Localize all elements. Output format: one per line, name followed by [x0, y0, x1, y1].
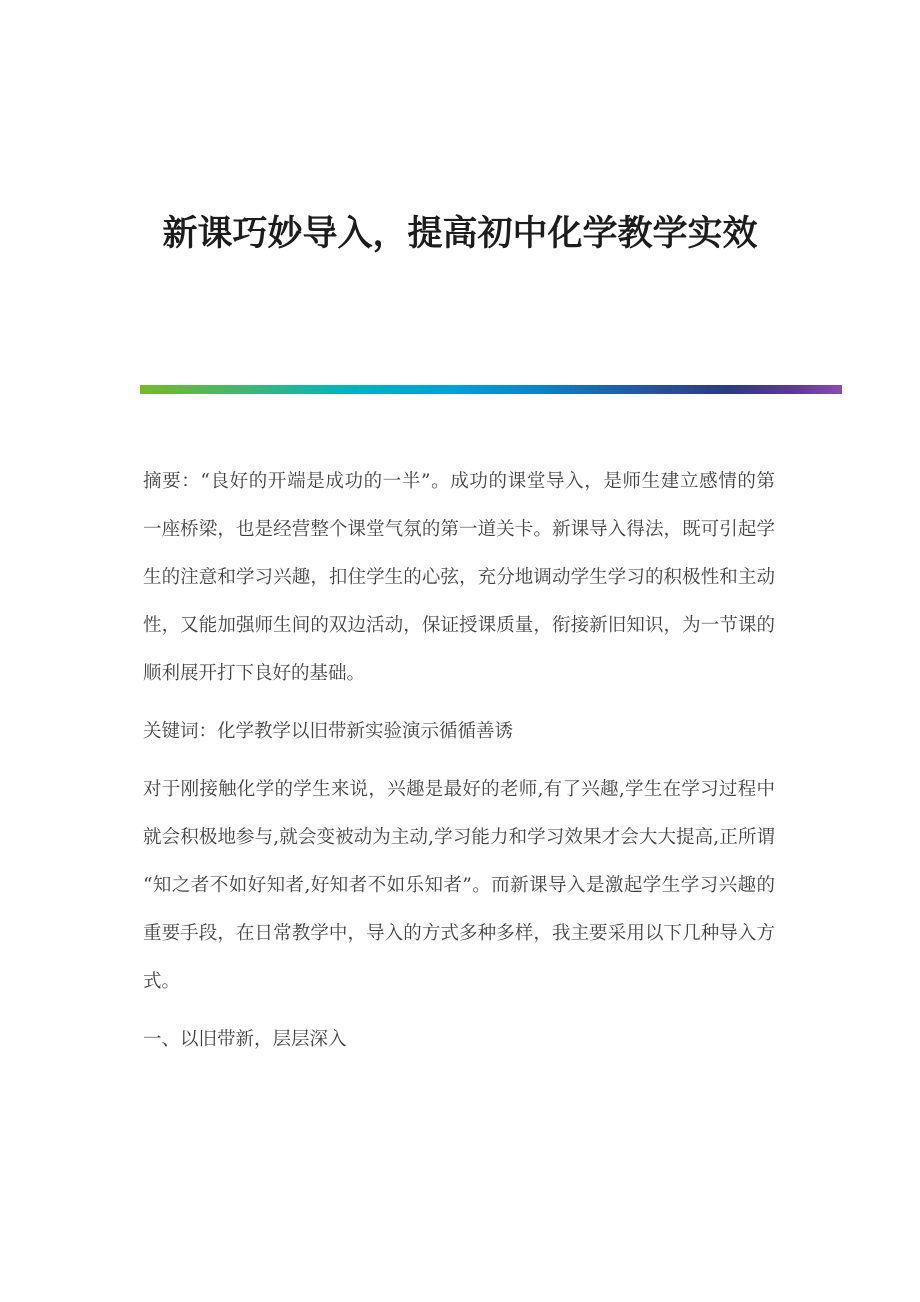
text-line: 对于刚接触化学的学生来说，兴趣是最好的老师,有了兴趣,学生在学习过程中	[143, 779, 775, 800]
gradient-divider-bar	[140, 385, 842, 394]
paragraph-section-heading	[143, 1016, 775, 1064]
text-line: 一座桥梁，也是经营整个课堂气氛的第一道关卡。新课导入得法，既可引起学	[143, 519, 775, 540]
text-line: 生的注意和学习兴趣，扣住学生的心弦，充分地调动学生学习的积极性和主动	[143, 567, 775, 588]
text-line: 一、以旧带新，层层深入	[143, 1029, 347, 1050]
text-line: 顺利展开打下良好的基础。	[143, 663, 366, 684]
text-line: 摘要：“良好的开端是成功的一半”。成功的课堂导入，是师生建立感情的第	[143, 471, 775, 492]
paragraph-keywords	[143, 708, 775, 756]
text-line: 关键词：化学教学以旧带新实验演示循循善诱	[143, 721, 514, 742]
text-line: 性，又能加强师生间的双边活动，保证授课质量，衔接新旧知识，为一节课的	[143, 615, 775, 636]
text-line: 就会积极地参与,就会变被动为主动,学习能力和学习效果才会大大提高,正所谓	[143, 827, 775, 848]
text-line: 式。	[143, 971, 181, 992]
document-body	[143, 458, 775, 1074]
text-line: 重要手段，在日常教学中，导入的方式多种多样，我主要采用以下几种导入方	[143, 923, 775, 944]
text-line: “知之者不如好知者,好知者不如乐知者”。而新课导入是激起学生学习兴趣的	[143, 875, 775, 896]
paragraph-abstract	[143, 458, 775, 698]
document-title: 新课巧妙导入，提高初中化学教学实效	[162, 213, 758, 254]
paragraph-intro	[143, 766, 775, 1006]
